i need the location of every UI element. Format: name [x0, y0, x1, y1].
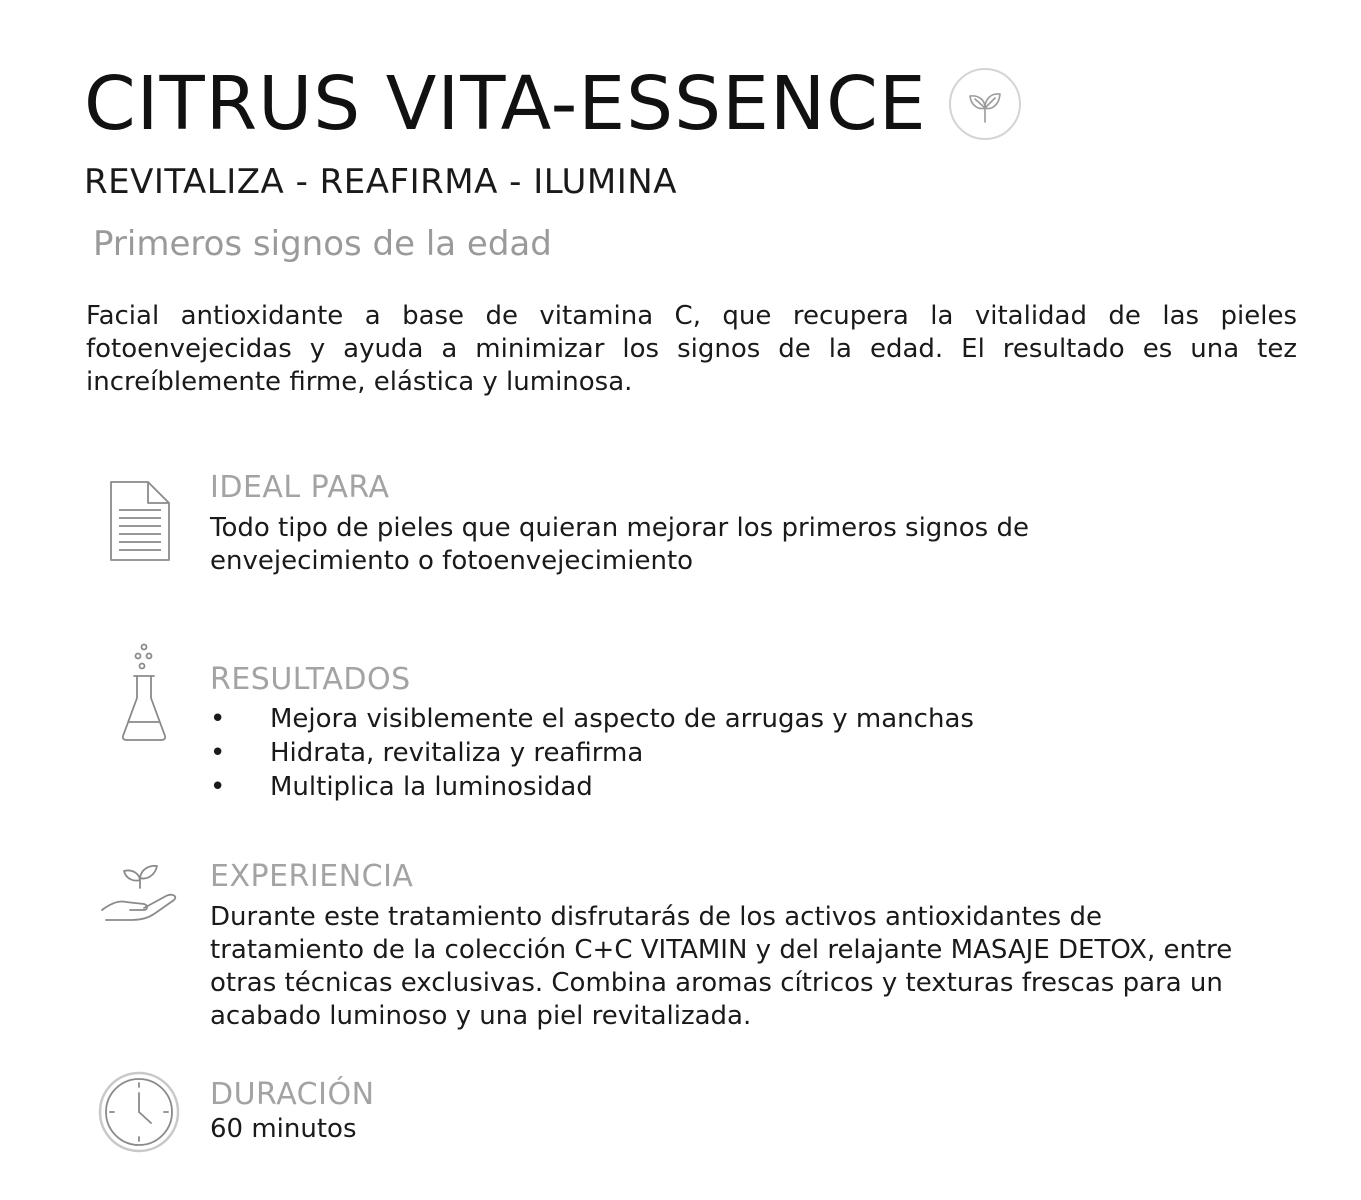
- clock-icon: [98, 1071, 180, 1157]
- flask-icon: [118, 642, 170, 750]
- list-item-text: Hidrata, revitaliza y reafirma: [270, 738, 644, 768]
- section-ideal: [210, 470, 1270, 578]
- subtitle: Primeros signos de la edad: [93, 224, 552, 264]
- list-item: [210, 770, 1270, 804]
- document-icon: [108, 478, 172, 568]
- section-heading-experience: EXPERIENCIA: [210, 859, 414, 894]
- list-item-text: Multiplica la luminosidad: [270, 772, 593, 802]
- results-list: [210, 702, 1270, 804]
- list-item: [210, 702, 1270, 736]
- list-item-text: Mejora visiblemente el aspecto de arrugas y manchas: [270, 704, 974, 734]
- section-body-experience: Durante este tratamiento disfrutarás de los activos antioxidantes de tratamiento de la colección C+C VITAMIN y del relajante MASAJE DETOX, entre otras técnicas exclusivas. Combina aromas cítricos y texturas frescas para un acabado luminoso y una piel revitalizada.: [210, 902, 1233, 1031]
- section-heading-results: RESULTADOS: [210, 662, 411, 697]
- section-body-ideal: Todo tipo de pieles que quieran mejorar los primeros signos de envejecimiento o fotoenvejecimiento: [210, 513, 1029, 576]
- title-row: [84, 62, 1021, 146]
- page-title: CITRUS VITA-ESSENCE: [84, 61, 927, 147]
- list-item: [210, 736, 1270, 770]
- bullet-marker: •: [210, 738, 226, 768]
- section-body-duration: 60 minutos: [210, 1114, 357, 1144]
- hand-plant-icon: [100, 858, 182, 928]
- leaf-sprout-icon: [949, 68, 1021, 140]
- section-results: [210, 662, 1270, 804]
- bullet-marker: •: [210, 704, 226, 734]
- section-heading-duration: DURACIÓN: [210, 1077, 375, 1112]
- tagline: REVITALIZA - REAFIRMA - ILUMINA: [84, 162, 677, 202]
- section-heading-ideal: IDEAL PARA: [210, 470, 390, 505]
- description: Facial antioxidante a base de vitamina C, que recupera la vitalidad de las pieles fotoenvejecidas y ayuda a minimizar los signos de la edad. El resultado es una tez increíblemente firme, elástica y luminosa.: [86, 301, 1297, 397]
- section-experience: [210, 859, 1270, 1033]
- bullet-marker: •: [210, 772, 226, 802]
- section-duration: [210, 1077, 1270, 1146]
